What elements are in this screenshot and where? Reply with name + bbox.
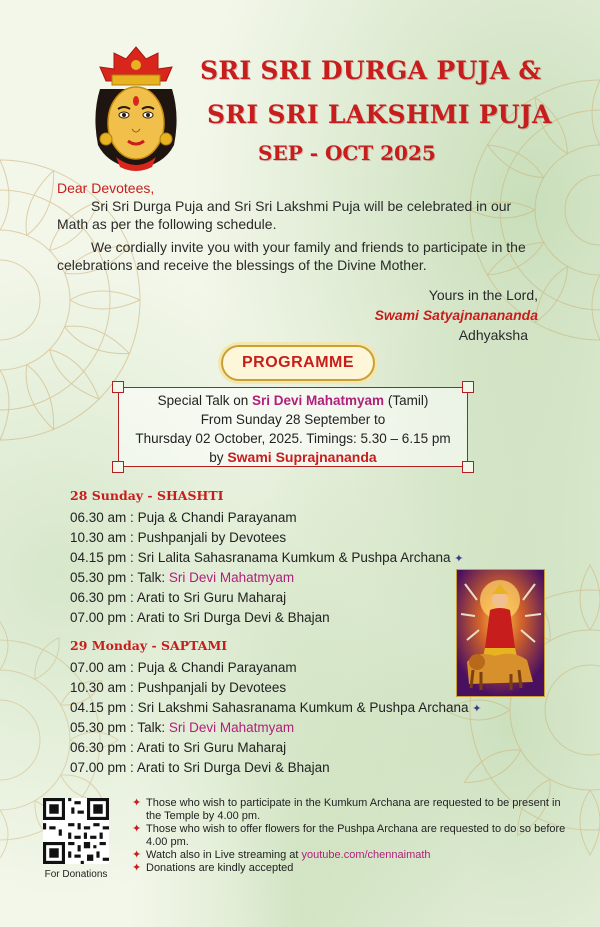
schedule-row [70, 718, 481, 738]
durga-illustration-icon [457, 570, 544, 696]
note-text: Those who wish to offer flowers for the Pushpa Archana are requested to do so before 4.00 pm. [146, 823, 566, 848]
schedule-row [70, 508, 463, 528]
letter-paragraph-1: Sri Sri Durga Puja and Sri Sri Lakshmi Puja will be celebrated in our Math as per the following schedule. [57, 198, 512, 232]
corner-ornament [112, 381, 124, 393]
row-time: 10.30 am : [70, 680, 134, 695]
letter-paragraph-2: We cordially invite you with your family and friends to participate in the celebrations and receive the blessings of the Divine Mother. [57, 239, 526, 273]
row-time: 10.30 am : [70, 530, 134, 545]
header [0, 0, 600, 180]
row-text: Arati to Sri Durga Devi & Bhajan [136, 610, 330, 625]
talk-line-1 [119, 391, 467, 410]
row-time: 07.00 pm : [70, 760, 134, 775]
salutation: Dear Devotees, [57, 180, 155, 196]
durga-image [456, 569, 545, 697]
talk-line-2: From Sunday 28 September to [200, 412, 386, 427]
row-time: 06.30 am : [70, 510, 134, 525]
row-text: Talk: [137, 570, 166, 585]
row-text: Puja & Chandi Parayanam [137, 660, 297, 675]
bullet-star-icon: ✦ [132, 797, 142, 809]
schedule-row [70, 528, 463, 548]
schedule-row [70, 568, 463, 588]
note-item [132, 823, 572, 849]
special-talk-box [118, 387, 468, 467]
corner-ornament [462, 381, 474, 393]
talk-speaker: Swami Suprajnananda [227, 449, 377, 465]
note-text: Donations are kindly accepted [146, 862, 294, 874]
row-time: 07.00 pm : [70, 610, 134, 625]
row-text: Pushpanjali by Devotees [137, 680, 287, 695]
row-text: Arati to Sri Guru Maharaj [136, 740, 287, 755]
talk-line-4 [119, 448, 467, 467]
talk-by: by [209, 450, 224, 465]
row-text: Arati to Sri Guru Maharaj [136, 590, 287, 605]
notes-list [132, 797, 572, 875]
youtube-link[interactable]: youtube.com/chennaimath [301, 849, 431, 861]
closing-text: Yours in the Lord, [428, 287, 538, 303]
qr-label: For Donations [44, 869, 108, 880]
talk-line-3: Thursday 02 October, 2025. Timings: 5.30 – 6.15 pm [135, 431, 451, 446]
talk-language: (Tamil) [387, 393, 429, 408]
event-dates: SEP - OCT 2025 [258, 141, 436, 165]
sparkle-icon: ✦ [472, 703, 482, 715]
row-time: 06.30 pm : [70, 590, 134, 605]
corner-ornament [112, 461, 124, 473]
signatory-designation: Adhyaksha [458, 327, 528, 343]
row-text: Sri Lakshmi Sahasranama Kumkum & Pushpa Archana [137, 700, 469, 715]
note-item [132, 849, 572, 862]
note-item [132, 862, 572, 875]
row-text: Talk: [137, 720, 166, 735]
schedule-row [70, 588, 463, 608]
durga-face-icon [88, 45, 184, 177]
day-heading: 28 Sunday - SHASHTI [70, 488, 224, 503]
schedule-row [70, 548, 463, 568]
note-text: Watch also in Live streaming at [146, 849, 299, 861]
schedule-row [70, 678, 481, 698]
schedule-row [70, 738, 481, 758]
bullet-star-icon: ✦ [132, 862, 142, 874]
invitation-letter [57, 179, 537, 274]
day-heading: 29 Monday - SAPTAMI [70, 638, 228, 653]
row-text: Arati to Sri Durga Devi & Bhajan [136, 760, 330, 775]
signoff [375, 285, 538, 345]
row-time: 05.30 pm : [70, 720, 134, 735]
signatory-name: Swami Satyajnanananda [374, 307, 538, 323]
note-text: Those who wish to participate in the Kumkum Archana are requested to be present in the Temple by 4.00 pm. [146, 797, 561, 822]
talk-topic: Sri Devi Mahatmyam [252, 393, 385, 408]
row-time: 04.15 pm : [70, 700, 134, 715]
programme-badge: PROGRAMME [221, 345, 375, 381]
row-time: 07.00 am : [70, 660, 134, 675]
row-time: 05.30 pm : [70, 570, 134, 585]
schedule-row [70, 698, 481, 718]
row-highlight: Sri Devi Mahatmyam [168, 570, 295, 585]
schedule-row [70, 758, 481, 778]
bullet-star-icon: ✦ [132, 849, 142, 861]
row-text: Sri Lalita Sahasranama Kumkum & Pushpa Archana [137, 550, 451, 565]
row-highlight: Sri Devi Mahatmyam [168, 720, 295, 735]
talk-prefix: Special Talk on [157, 393, 249, 408]
corner-ornament [462, 461, 474, 473]
row-time: 04.15 pm : [70, 550, 134, 565]
donation-qr-code-icon[interactable] [43, 798, 109, 864]
schedule-row [70, 658, 481, 678]
day-schedule-monday [70, 638, 481, 778]
note-item [132, 797, 572, 823]
row-time: 06.30 pm : [70, 740, 134, 755]
sparkle-icon: ✦ [454, 553, 464, 565]
row-text: Pushpanjali by Devotees [137, 530, 287, 545]
bullet-star-icon: ✦ [132, 823, 142, 835]
title-line-2: SRI SRI LAKSHMI PUJA [207, 100, 552, 129]
row-text: Puja & Chandi Parayanam [137, 510, 297, 525]
day-schedule-sunday [70, 488, 463, 628]
title-line-1: SRI SRI DURGA PUJA & [200, 56, 542, 85]
schedule-row [70, 608, 463, 628]
